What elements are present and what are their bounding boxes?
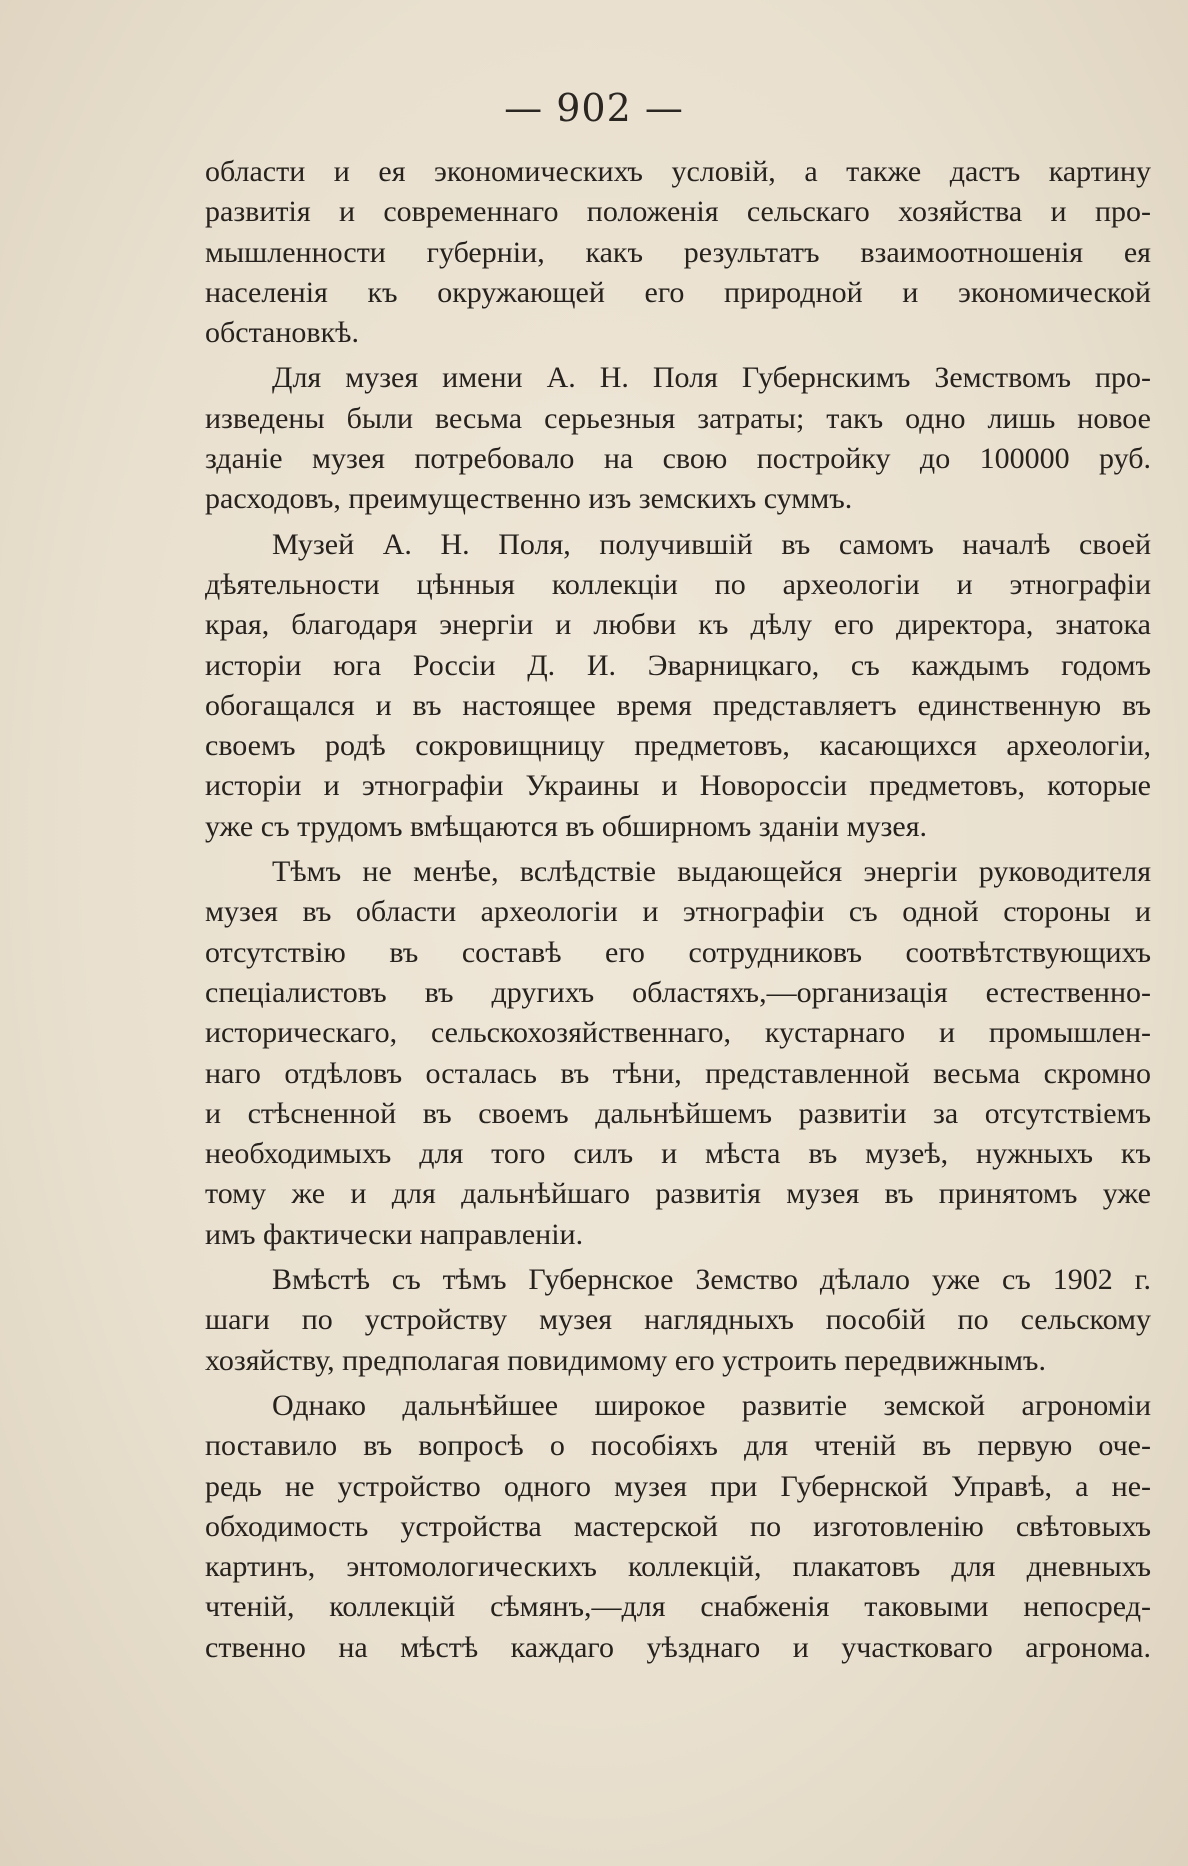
text-line: обогащался и въ настоящее время представляетъ единственную въ bbox=[205, 688, 1151, 722]
paragraph-4 bbox=[205, 852, 1151, 1255]
text-line: края, благодаря энергіи и любви къ дѣлу его директора, знатока bbox=[205, 608, 1151, 642]
text-line: исторіи юга Россіи Д. И. Эварницкаго, съ каждымъ годомъ bbox=[205, 648, 1151, 682]
text-line: области и ея экономическихъ условій, а также дастъ картину bbox=[205, 155, 1151, 188]
text-line: обходимость устройства мастерской по изготовленію свѣтовыхъ bbox=[205, 1509, 1151, 1543]
text-line: расходовъ, преимущественно изъ земскихъ суммъ. bbox=[205, 482, 853, 516]
text-line: Тѣмъ не менѣе, вслѣдствіе выдающейся энергіи руководителя bbox=[272, 855, 1151, 889]
paragraph-2 bbox=[205, 358, 1151, 519]
text-line: картинъ, энтомологическихъ коллекцій, плакатовъ для дневныхъ bbox=[205, 1550, 1151, 1584]
text-line: имъ фактически направленіи. bbox=[205, 1217, 584, 1251]
text-line: хозяйству, предполагая повидимому его устроить передвижнымъ. bbox=[205, 1343, 1046, 1377]
text-line: обстановкѣ. bbox=[205, 316, 359, 350]
text-line: редь не устройство одного музея при Губернской Управѣ, а не- bbox=[205, 1469, 1151, 1503]
text-line: Музей А. Н. Поля, получившій въ самомъ началѣ своей bbox=[272, 527, 1151, 561]
text-line: поставило въ вопросѣ о пособіяхъ для чтеній въ первую оче- bbox=[205, 1429, 1151, 1463]
text-line: развитія и современнаго положенія сельскаго хозяйства и про- bbox=[205, 195, 1151, 229]
text-line: зданіе музея потребовало на свою постройку до 100000 руб. bbox=[205, 442, 1151, 476]
page-number: — 902 — bbox=[504, 86, 684, 130]
text-line: тому же и для дальнѣйшаго развитія музея въ принятомъ уже bbox=[205, 1177, 1151, 1211]
text-line: музея въ области археологіи и этнографіи съ одной стороны и bbox=[205, 895, 1151, 929]
text-line: и стѣсненной въ своемъ дальнѣйшемъ развитіи за отсутствіемъ bbox=[205, 1096, 1151, 1130]
text-line: уже съ трудомъ вмѣщаются въ обширномъ зданіи музея. bbox=[205, 809, 928, 843]
text-line: необходимыхъ для того силъ и мѣста въ музеѣ, нужныхъ къ bbox=[205, 1137, 1151, 1171]
paragraph-6 bbox=[205, 1386, 1151, 1668]
paragraph-5 bbox=[205, 1260, 1151, 1381]
paragraph-3 bbox=[205, 525, 1151, 847]
text-line: исторіи и этнографіи Украины и Новороссіи предметовъ, которые bbox=[205, 769, 1151, 803]
text-line: ственно на мѣстѣ каждаго уѣзднаго и участковаго агронома. bbox=[205, 1630, 1151, 1664]
text-line: шаги по устройству музея наглядныхъ пособій по сельскому bbox=[205, 1303, 1151, 1337]
paragraph-1 bbox=[205, 152, 1151, 353]
text-line: мышленности губерніи, какъ результатъ взаимоотношенія ея bbox=[205, 235, 1151, 269]
text-line: Вмѣстѣ съ тѣмъ Губернское Земство дѣлало уже съ 1902 г. bbox=[272, 1263, 1151, 1297]
text-line: чтеній, коллекцій сѣмянъ,—для снабженія таковыми непосред- bbox=[205, 1590, 1151, 1624]
text-line: дѣятельности цѣнныя коллекціи по археологіи и этнографіи bbox=[205, 567, 1151, 601]
text-line: Однако дальнѣйшее широкое развитіе земской агрономіи bbox=[272, 1388, 1151, 1422]
text-line: наго отдѣловъ осталась въ тѣни, представленной весьма скромно bbox=[205, 1056, 1151, 1090]
text-line: Для музея имени А. Н. Поля Губернскимъ Земствомъ про- bbox=[272, 361, 1151, 395]
text-line: спеціалистовъ въ другихъ областяхъ,—организація естественно- bbox=[205, 975, 1151, 1009]
body-text bbox=[205, 152, 1151, 1673]
text-line: отсутствію въ составѣ его сотрудниковъ соотвѣтствующихъ bbox=[205, 935, 1151, 969]
text-line: населенія къ окружающей его природной и экономической bbox=[205, 275, 1151, 309]
text-line: изведены были весьма серьезныя затраты; такъ одно лишь новое bbox=[205, 401, 1151, 435]
text-line: историческаго, сельскохозяйственнаго, кустарнаго и промышлен- bbox=[205, 1016, 1151, 1050]
text-line: своемъ родѣ сокровищницу предметовъ, касающихся археологіи, bbox=[205, 729, 1151, 763]
